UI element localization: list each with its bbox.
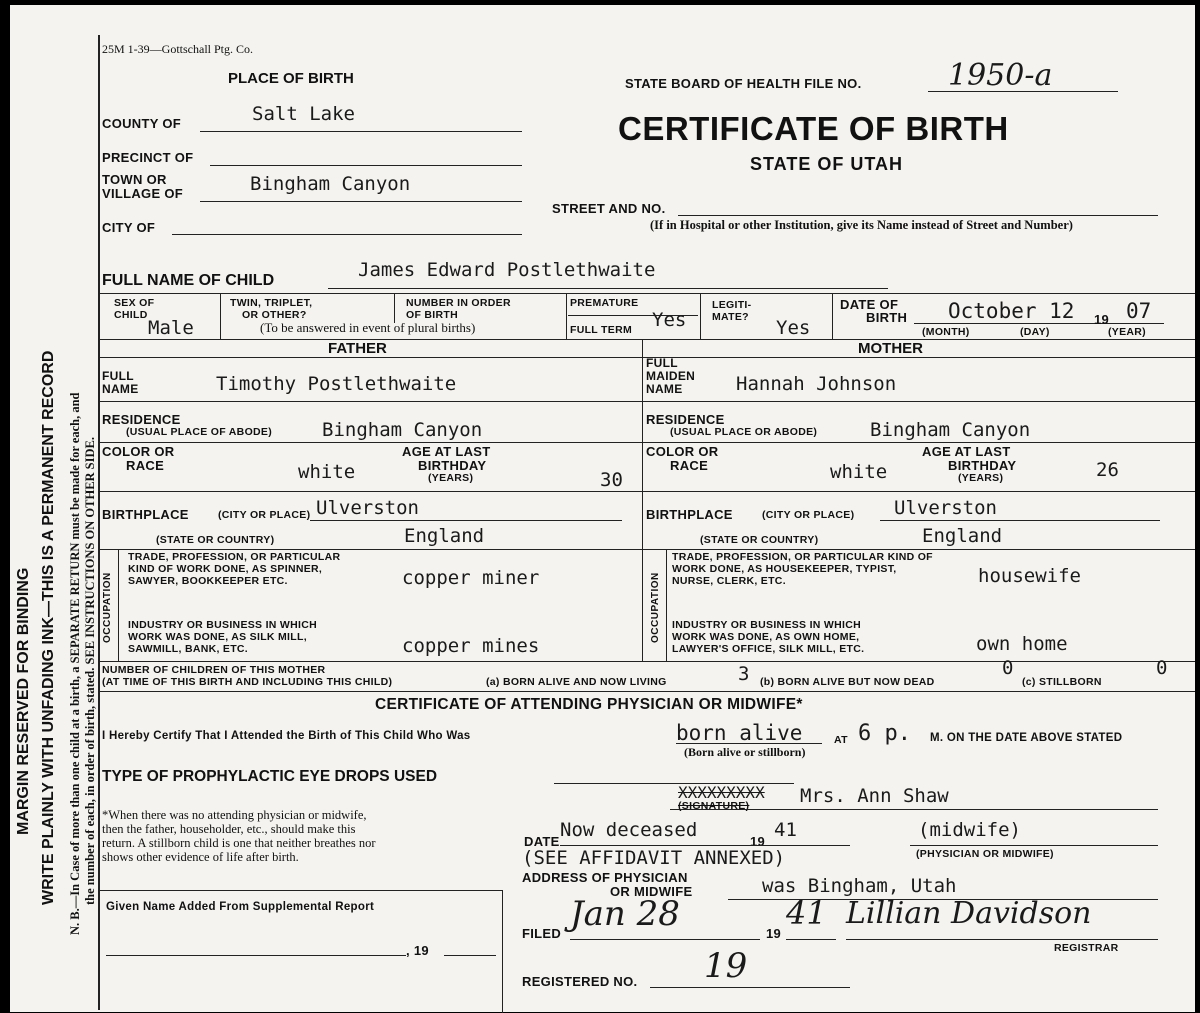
mother-birthplace-city: Ulverston	[894, 497, 997, 519]
dob-value: October 12	[948, 299, 1075, 323]
time-value: 6 p.	[858, 721, 911, 746]
rule	[880, 520, 1160, 521]
date-century: 19	[750, 834, 766, 849]
affidavit-value: (SEE AFFIDAVIT ANNEXED)	[522, 847, 786, 869]
mother-heading: MOTHER	[858, 340, 923, 357]
father-color-label-1: COLOR OR	[102, 444, 175, 459]
file-no-label: STATE BOARD OF HEALTH FILE NO.	[625, 76, 862, 91]
mother-color-label-2: RACE	[670, 458, 709, 473]
rule	[118, 549, 119, 661]
full-term-label: FULL TERM	[570, 324, 632, 336]
children-a-label: (a) BORN ALIVE AND NOW LIVING	[486, 676, 667, 688]
rule	[310, 520, 622, 521]
mother-trade-label-2: WORK DONE, AS HOUSEKEEPER, TYPIST,	[672, 563, 897, 575]
day-label: (DAY)	[1020, 326, 1050, 338]
town-label-1: TOWN OR	[102, 172, 167, 187]
father-industry-label-3: SAWMILL, BANK, ETC.	[128, 643, 249, 655]
county-value: Salt Lake	[252, 103, 355, 125]
mother-name-label-1: FULL	[646, 356, 678, 370]
twin-label-2: OR OTHER?	[242, 309, 307, 321]
town-label-2: VILLAGE OF	[102, 186, 183, 201]
margin-note-1: N. B.—In Case of more than one child at a birth, a SEPARATE RETURN must be made for each, and	[68, 392, 82, 935]
mother-birthplace-label: BIRTHPLACE	[646, 507, 733, 522]
divider	[220, 293, 221, 339]
father-industry-label-1: INDUSTRY OR BUSINESS IN WHICH	[128, 619, 317, 631]
town-value: Bingham Canyon	[250, 173, 411, 195]
mother-residence-label: RESIDENCE	[646, 412, 725, 427]
at-label: AT	[834, 734, 848, 746]
father-birthplace-country: England	[404, 525, 485, 547]
children-c-value: 0	[1156, 657, 1168, 679]
sex-label-2: CHILD	[114, 309, 148, 321]
father-occupation-label: OCCUPATION	[102, 572, 113, 643]
supplemental-line	[106, 955, 406, 956]
born-note: (Born alive or stillborn)	[684, 745, 806, 759]
father-name-label-1: FULL	[102, 369, 134, 383]
role-line	[910, 845, 1158, 846]
premature-label: PREMATURE	[570, 297, 639, 309]
margin-rule	[98, 35, 100, 1010]
sex-label-1: SEX OF	[114, 297, 155, 309]
street-line	[678, 215, 1158, 216]
mother-age-label-2: BIRTHDAY	[948, 458, 1017, 473]
child-row-top	[98, 293, 1195, 294]
father-birthplace-label: BIRTHPLACE	[102, 507, 189, 522]
mother-industry-value: own home	[976, 633, 1068, 655]
rule	[642, 491, 1195, 492]
city-label: CITY OF	[102, 220, 156, 235]
rule	[642, 442, 1195, 443]
printer-line: 25M 1-39—Gottschall Ptg. Co.	[102, 42, 254, 56]
dob-label-2: BIRTH	[866, 310, 908, 325]
mother-residence-value: Bingham Canyon	[870, 419, 1031, 441]
full-term-value: Yes	[652, 309, 687, 331]
dob-year: 07	[1126, 299, 1152, 323]
signature-value: Mrs. Ann Shaw	[800, 785, 949, 807]
father-trade-value: copper miner	[402, 567, 540, 589]
footnote-3: return. A stillborn child is one that neither breathes nor	[102, 836, 376, 850]
registered-no-label: REGISTERED NO.	[522, 974, 638, 989]
rule	[666, 549, 667, 661]
filed-century: 19	[766, 926, 782, 941]
children-label-2: (AT TIME OF THIS BIRTH AND INCLUDING THIS CHILD)	[102, 676, 393, 688]
m-label: M. ON THE DATE ABOVE STATED	[930, 732, 1123, 744]
legit-label-1: LEGITI-	[712, 299, 752, 311]
parents-divider	[642, 339, 643, 661]
mother-industry-label-3: LAWYER'S OFFICE, SILK MILL, ETC.	[672, 643, 865, 655]
father-age-label-3: (YEARS)	[428, 472, 474, 484]
father-industry-label-2: WORK WAS DONE, AS SILK MILL,	[128, 631, 307, 643]
mother-color-label-1: COLOR OR	[646, 444, 719, 459]
mother-trade-label-1: TRADE, PROFESSION, OR PARTICULAR KIND OF	[672, 551, 933, 563]
mother-name-label-2: MAIDEN	[646, 369, 696, 383]
address-value: was Bingham, Utah	[762, 875, 957, 897]
address-label-2: OR MIDWIFE	[610, 884, 693, 899]
mother-city-place-label: (CITY OR PLACE)	[762, 509, 855, 521]
father-heading: FATHER	[328, 340, 387, 357]
footnote-1: *When there was no attending physician or midwife,	[102, 808, 367, 822]
date-text-value: Now deceased	[560, 819, 698, 841]
role-label: (PHYSICIAN OR MIDWIFE)	[916, 848, 1054, 860]
town-line	[200, 201, 522, 202]
mother-state-label: (STATE OR COUNTRY)	[700, 534, 819, 546]
eye-drops-label: TYPE OF PROPHYLACTIC EYE DROPS USED	[102, 768, 438, 785]
year-label: (YEAR)	[1108, 326, 1146, 338]
margin-note-2: the number of each, in order of birth, stated. SEE INSTRUCTIONS ON OTHER SIDE.	[83, 437, 97, 905]
mother-trade-value: housewife	[978, 565, 1081, 587]
supplemental-year-prefix: , 19	[406, 943, 429, 958]
father-name-label-2: NAME	[102, 382, 139, 396]
plural-note: (To be answered in event of plural births)	[260, 320, 476, 335]
mother-industry-label-2: WORK WAS DONE, AS OWN HOME,	[672, 631, 860, 643]
mother-name-value: Hannah Johnson	[736, 373, 897, 395]
father-trade-label-1: TRADE, PROFESSION, OR PARTICULAR	[128, 551, 341, 563]
supplemental-label: Given Name Added From Supplemental Report	[106, 901, 375, 913]
father-age-value: 30	[600, 469, 623, 491]
address-label-1: ADDRESS OF PHYSICIAN	[522, 870, 688, 885]
born-status-value: born alive	[676, 721, 803, 745]
signature-strike: XXXXXXXXX	[678, 783, 765, 802]
footnote-2: then the father, householder, etc., should make this	[102, 822, 356, 836]
father-abode-label: (USUAL PLACE OF ABODE)	[126, 426, 273, 438]
margin-note-4: MARGIN RESERVED FOR BINDING	[15, 567, 32, 835]
rule	[642, 549, 1195, 550]
rule	[98, 549, 642, 550]
rule	[98, 442, 642, 443]
rule	[98, 491, 642, 492]
street-label: STREET AND NO.	[552, 201, 666, 216]
dob-century: 19	[1094, 312, 1110, 327]
rule	[676, 743, 822, 744]
mother-birthplace-country: England	[922, 525, 1003, 547]
children-b-label: (b) BORN ALIVE BUT NOW DEAD	[760, 676, 935, 688]
date-year-value: 41	[774, 819, 797, 841]
filed-year-value: 41	[786, 894, 827, 932]
divider	[566, 293, 567, 339]
father-trade-label-2: KIND OF WORK DONE, AS SPINNER,	[128, 563, 323, 575]
dob-line	[914, 323, 1164, 324]
child-name-label: FULL NAME OF CHILD	[102, 272, 275, 289]
children-c-label: (c) STILLBORN	[1022, 676, 1102, 688]
dob-label-1: DATE OF	[840, 297, 899, 312]
mother-industry-label-1: INDUSTRY OR BUSINESS IN WHICH	[672, 619, 861, 631]
street-note: (If in Hospital or other Institution, give its Name instead of Street and Number)	[650, 218, 1073, 232]
precinct-line	[210, 165, 522, 166]
mother-age-value: 26	[1096, 459, 1119, 481]
county-line	[200, 131, 522, 132]
child-name-line	[328, 288, 888, 289]
signature-line	[670, 809, 1158, 810]
rule	[98, 401, 642, 402]
order-label-2: OF BIRTH	[406, 309, 458, 321]
file-no-value: 1950-a	[948, 58, 1053, 93]
margin-note-3: WRITE PLAINLY WITH UNFADING INK—THIS IS A PERMANENT RECORD	[40, 350, 57, 905]
city-line	[172, 234, 522, 235]
registrar-line	[846, 939, 1158, 940]
signature-label: (SIGNATURE)	[678, 800, 750, 812]
father-age-label-1: AGE AT LAST	[402, 444, 491, 459]
child-name-value: James Edward Postlethwaite	[358, 259, 656, 281]
certificate-title: CERTIFICATE OF BIRTH	[618, 110, 1009, 147]
registered-no-value: 19	[704, 946, 748, 986]
divider	[700, 293, 701, 339]
father-race-value: white	[298, 461, 356, 483]
divider	[394, 293, 395, 323]
father-state-label: (STATE OR COUNTRY)	[156, 534, 275, 546]
children-b-value: 0	[1002, 657, 1014, 679]
order-label-1: NUMBER IN ORDER	[406, 297, 511, 309]
filed-date-line	[570, 939, 760, 940]
divider	[832, 293, 833, 339]
mother-occupation-label: OCCUPATION	[650, 572, 661, 643]
filed-date-value: Jan 28	[570, 894, 680, 934]
father-age-label-2: BIRTHDAY	[418, 458, 487, 473]
father-color-label-2: RACE	[126, 458, 165, 473]
role-value: (midwife)	[918, 819, 1021, 841]
footnote-4: shows other evidence of life after birth.	[102, 850, 299, 864]
mother-age-label-1: AGE AT LAST	[922, 444, 1011, 459]
certificate-subtitle: STATE OF UTAH	[750, 154, 903, 174]
registrar-signature: Lillian Davidson	[846, 896, 1092, 931]
rule	[98, 691, 1195, 692]
children-label-1: NUMBER OF CHILDREN OF THIS MOTHER	[102, 664, 326, 676]
father-name-value: Timothy Postlethwaite	[216, 373, 457, 395]
twin-label-1: TWIN, TRIPLET,	[230, 297, 313, 309]
children-a-value: 3	[738, 663, 750, 685]
certify-text: I Hereby Certify That I Attended the Birth of This Child Who Was	[102, 730, 471, 742]
child-row-bottom	[98, 339, 1195, 340]
rule	[642, 401, 1195, 402]
legit-label-2: MATE?	[712, 311, 749, 323]
sex-value: Male	[148, 317, 194, 339]
month-label: (MONTH)	[922, 326, 970, 338]
mother-abode-label: (USUAL PLACE OR ABODE)	[670, 426, 818, 438]
father-city-place-label: (CITY OR PLACE)	[218, 509, 311, 521]
father-residence-value: Bingham Canyon	[322, 419, 483, 441]
mother-age-label-3: (YEARS)	[958, 472, 1004, 484]
certificate-page	[10, 5, 1195, 1012]
registrar-label: REGISTRAR	[1054, 942, 1119, 954]
filed-year-line	[786, 939, 836, 940]
supplemental-year-line	[444, 955, 496, 956]
father-trade-label-3: SAWYER, BOOKKEEPER ETC.	[128, 575, 288, 587]
date-label: DATE	[524, 834, 560, 849]
date-line	[560, 845, 850, 846]
registered-no-line	[650, 987, 850, 988]
mother-trade-label-3: NURSE, CLERK, ETC.	[672, 575, 786, 587]
father-residence-label: RESIDENCE	[102, 412, 181, 427]
mother-race-value: white	[830, 461, 888, 483]
legit-value: Yes	[776, 317, 811, 339]
precinct-label: PRECINCT OF	[102, 150, 194, 165]
place-of-birth-heading: PLACE OF BIRTH	[228, 70, 354, 87]
county-label: COUNTY OF	[102, 116, 182, 131]
father-industry-value: copper mines	[402, 635, 540, 657]
father-birthplace-city: Ulverston	[316, 497, 419, 519]
mother-name-label-3: NAME	[646, 382, 683, 396]
rule	[98, 661, 1195, 662]
attending-heading: CERTIFICATE OF ATTENDING PHYSICIAN OR MIDWIFE*	[375, 696, 803, 713]
filed-label: FILED	[522, 926, 562, 941]
